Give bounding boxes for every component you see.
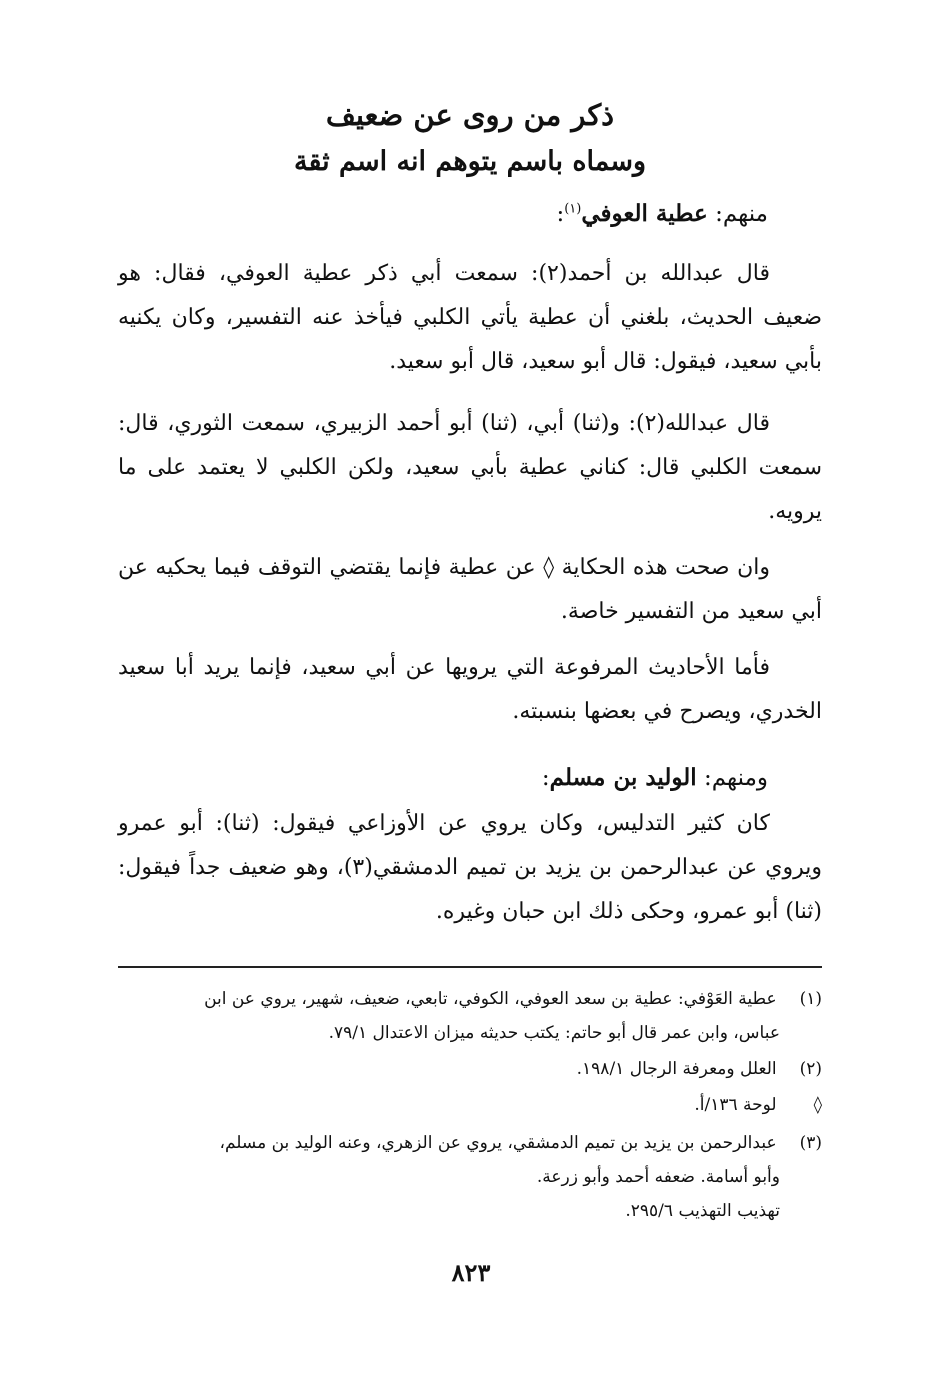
heading-prefix: ومنهم: [703,765,768,791]
footnote-number: ◊ [813,1095,822,1115]
paragraph-1: قال عبدالله بن أحمد(٢): سمعت أبي ذكر عطية العوفي، فقال: هو ضعيف الحديث، بلغني أن عطية يأتي الكلبي فيأخذ عنه التفسير، وكان يكنيه بأبي سعيد، فيقول: قال أبو سعيد، قال أبو سعيد. [118,261,822,374]
section-heading-atiyya [120,200,820,227]
footnote-2: (٢) العلل ومعرفة الرجال ١٩٨/١. [118,1052,822,1086]
paragraph-4: فأما الأحاديث المرفوعة التي يرويها عن أبي سعيد، فإنما يريد أبا سعيد الخدري، ويصرح في بعضها بنسبته. [118,655,822,724]
narrator-name: عطية العوفي [581,200,708,227]
footnote-number: (٣) [799,1133,822,1153]
paragraph-2: قال عبدالله(٢): و(ثنا) أبي، (ثنا) أبو أحمد الزبيري، سمعت الثوري، قال: سمعت الكلبي قال: كناني عطية بأبي سعيد، ولكن الكلبي لا يعتمد على ما يرويه. [118,411,822,524]
footnote-separator [118,966,822,968]
section-heading-walid [120,764,820,791]
footnote-ref: (١) [564,201,582,217]
chapter-title-line2: وسماه باسم يتوهم انه اسم ثقة [293,146,647,177]
paragraph-5: كان كثير التدليس، وكان يروي عن الأوزاعي فيقول: (ثنا): أبو عمرو ويروي عن عبدالرحمن بن يزيد بن تميم الدمشقي(٣)، وهو ضعيف جداً فيقول: (ثنا) أبو عمرو، وحكى ذلك ابن حبان وغيره. [118,811,822,924]
heading-suffix: : [556,201,565,227]
footnote-3: (٣) عبدالرحمن بن يزيد بن تميم الدمشقي، يروي عن الزهري، وعنه الوليد بن مسلم، وأبو أسامة. ضعفه أحمد وأبو زرعة. تهذيب التهذيب ٢٩٥/٦. [118,1126,822,1228]
heading-suffix: : [541,765,550,791]
footnote-number: (١) [799,989,822,1009]
paragraph-3: وان صحت هذه الحكاية ◊ عن عطية فإنما يقتضي التوقف فيما يحكيه عن أبي سعيد من التفسير خاصة. [118,555,822,624]
narrator-name: الوليد بن مسلم [549,764,697,791]
footnote-lozenge: ◊ لوحة ١٣٦/أ. [118,1088,822,1122]
footnote-1: (١) عطية العَوْفي: عطية بن سعد العوفي، الكوفي، تابعي، ضعيف، شهير، يروي عن ابن عباس، وابن عمر قال أبو حاتم: يكتب حديثه ميزان الاعتدال ٧٩/١. [118,982,822,1050]
footnote-number: (٢) [799,1059,822,1079]
chapter-title-line1: ذكر من روى عن ضعيف [325,98,615,132]
heading-prefix: منهم: [715,201,768,227]
page-number: ٨٢٣ [451,1258,491,1287]
